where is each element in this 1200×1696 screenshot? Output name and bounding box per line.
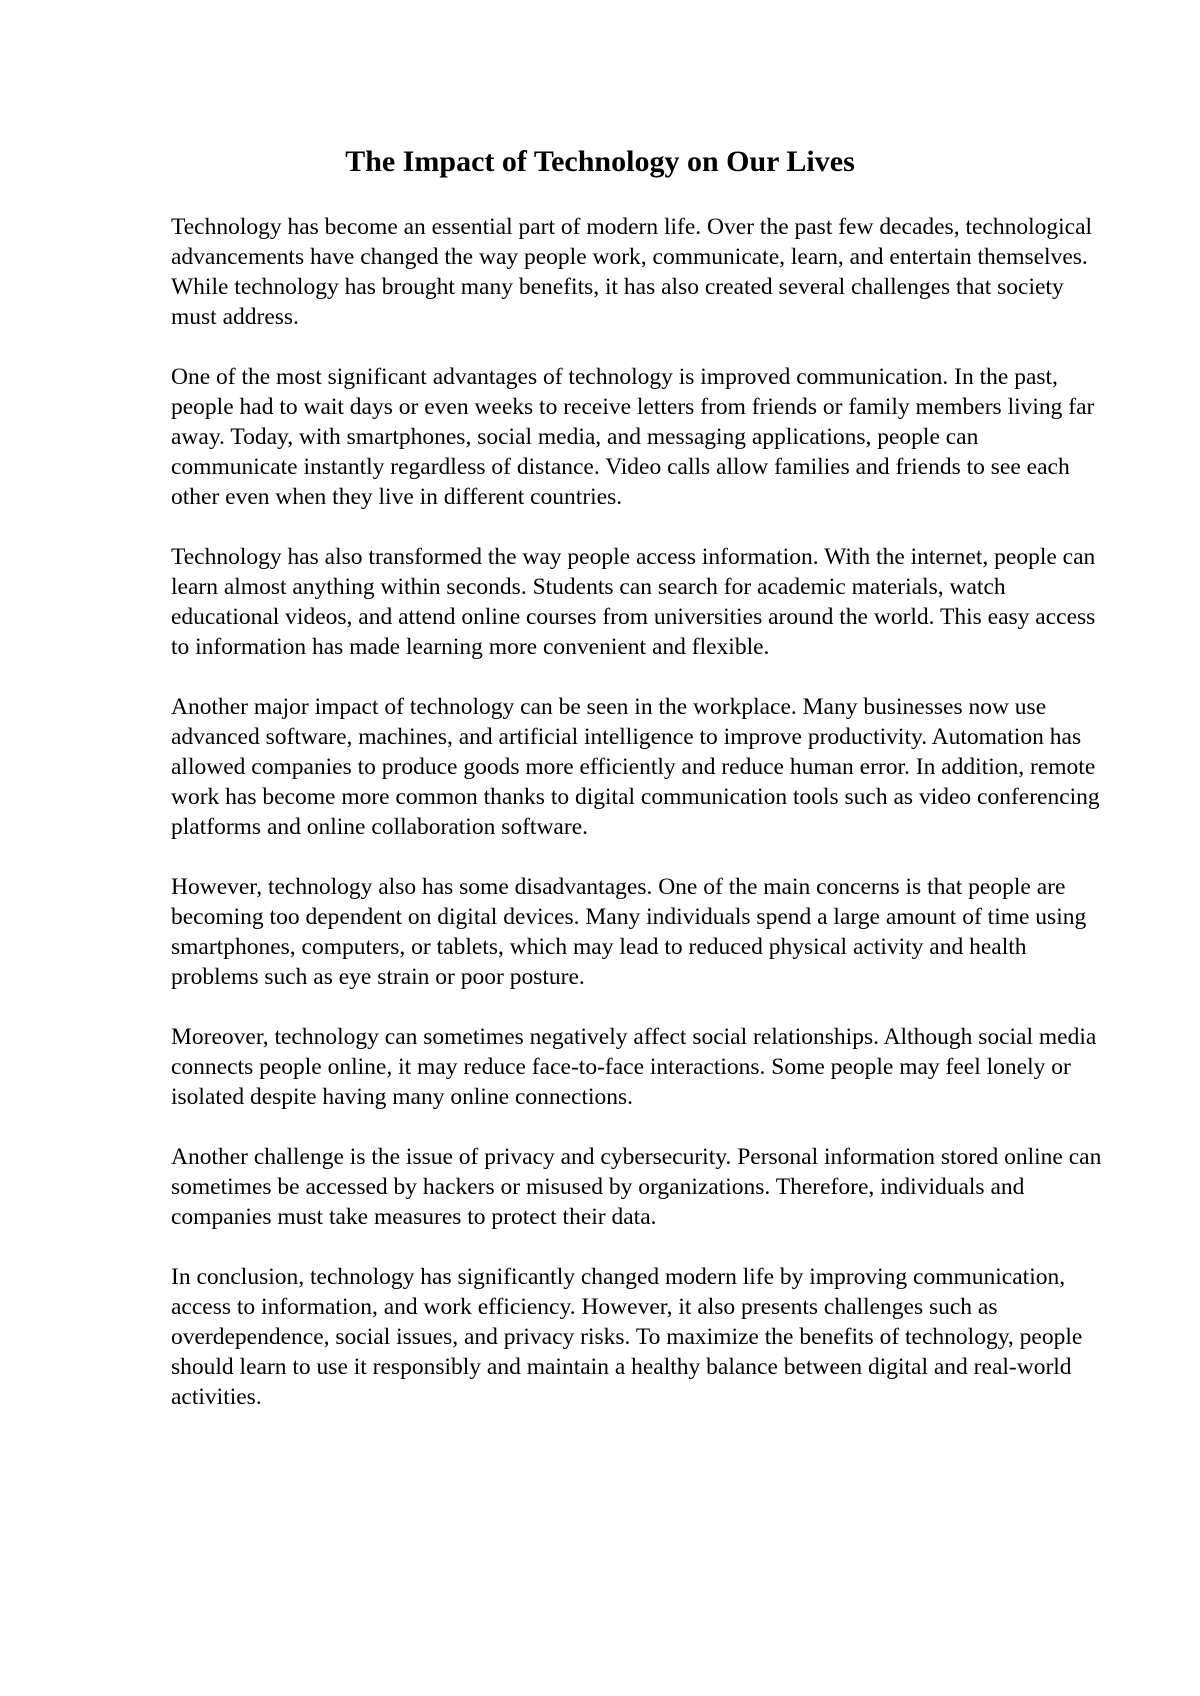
paragraph-disadvantages: However, technology also has some disadvantages. One of the main concerns is that people are becoming too dependent on digital devices. Many individuals spend a large amount of time using smartphones, computers, or tablets, which may lead to reduced physical activity and health problems such as eye strain or poor posture. — [171, 874, 1087, 990]
paragraph-privacy: Another challenge is the issue of privacy and cybersecurity. Personal information stored online can sometimes be accessed by hackers or misused by organizations. Therefore, individuals and companies must take measures to protect their data. — [171, 1144, 1102, 1230]
document-title: The Impact of Technology on Our Lives — [345, 145, 855, 178]
paragraph-communication: One of the most significant advantages of technology is improved communication. In the past, people had to wait days or even weeks to receive letters from friends or family members living far away. Today, with smartphones, social media, and messaging applications, people can communicate instantly regardless of distance. Video calls allow families and friends to see each other even when they live in different countries. — [171, 364, 1095, 510]
paragraph-introduction: Technology has become an essential part of modern life. Over the past few decades, technological advancements have changed the way people work, communicate, learn, and entertain themselves. While technology has brought many benefits, it has also created several challenges that society must address. — [171, 214, 1093, 330]
paragraph-conclusion: In conclusion, technology has significantly changed modern life by improving communication, access to information, and work efficiency. However, it also presents challenges such as overdependence, social issues, and privacy risks. To maximize the benefits of technology, people should learn to use it responsibly and maintain a healthy balance between digital and real-world activities. — [171, 1264, 1083, 1410]
document-body — [171, 212, 1106, 1412]
paragraph-information-access: Technology has also transformed the way people access information. With the internet, people can learn almost anything within seconds. Students can search for academic materials, watch educational videos, and attend online courses from universities around the world. This easy access to information has made learning more convenient and flexible. — [171, 544, 1096, 660]
paragraph-social-relationships: Moreover, technology can sometimes negatively affect social relationships. Although social media connects people online, it may reduce face-to-face interactions. Some people may feel lonely or isolated despite having many online connections. — [171, 1024, 1097, 1110]
paragraph-workplace: Another major impact of technology can be seen in the workplace. Many businesses now use advanced software, machines, and artificial intelligence to improve productivity. Automation has allowed companies to produce goods more efficiently and reduce human error. In addition, remote work has become more common thanks to digital communication tools such as video conferencing platforms and online collaboration software. — [171, 694, 1100, 840]
